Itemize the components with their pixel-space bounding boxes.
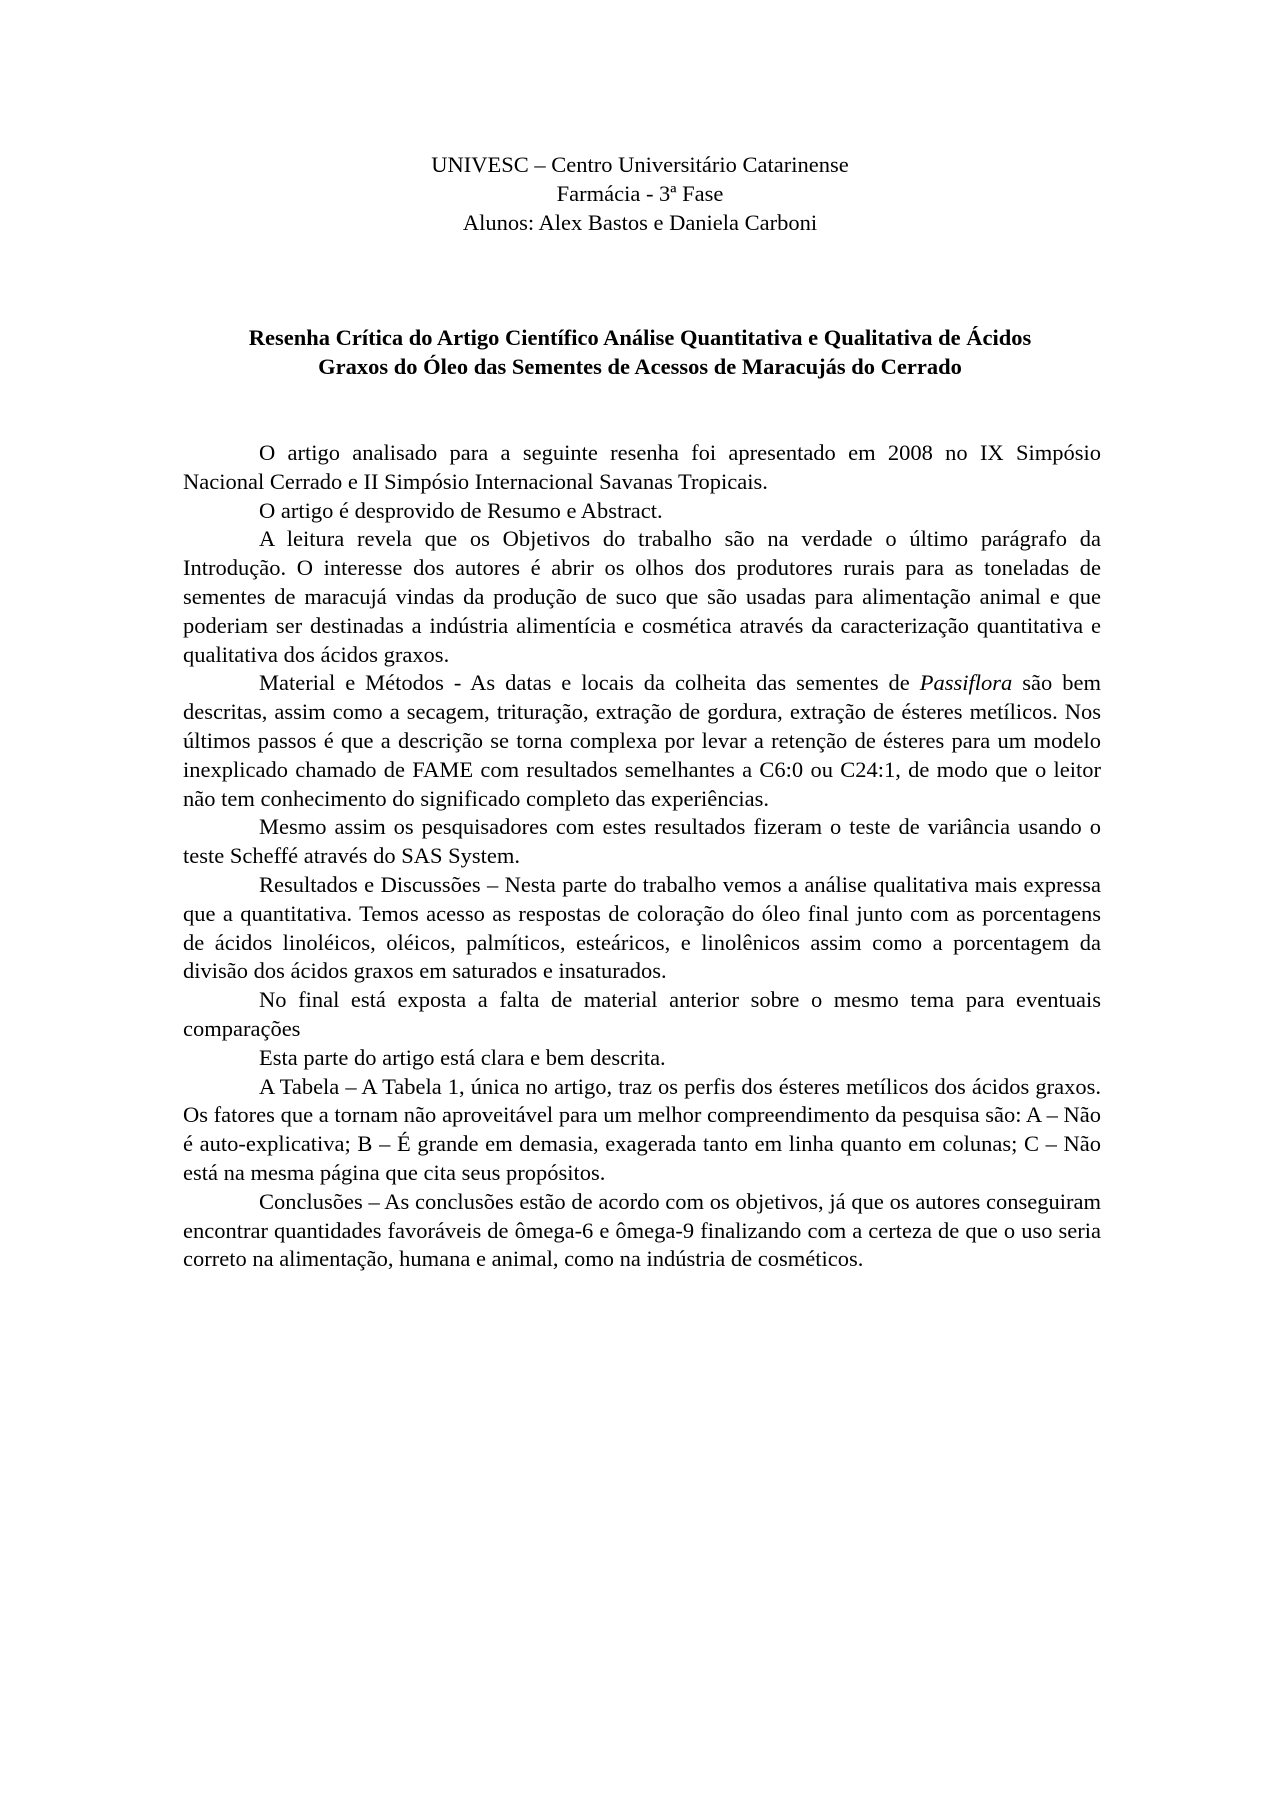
methods-genus-italic: Passiflora [919,670,1013,696]
document-title [150,323,1130,381]
students-line: Alunos: Alex Bastos e Daniela Carboni [462,210,818,235]
methods-text-start: Material e Métodos - As datas e locais da colheita das sementes de [259,670,920,696]
title-line-1: Resenha Crítica do Artigo Científico Análise Quantitativa e Qualitativa de Ácidos [248,325,1032,350]
methods-text-end: são bem descritas, assim como a secagem, trituração, extração de gordura, extração de ésteres metílicos. Nos últimos passos é que a descrição se torna complexa por levar a retenção de ésteres para um modelo inexplicado chamado de FAME com resultados semelhantes a C6:0 ou C24:1, de modo que o leitor não tem conhecimento do significado completo das experiências. [183,670,1101,811]
paragraph-comparisons: No final está exposta a falta de material anterior sobre o mesmo tema para eventuais comparações [183,987,1101,1041]
paragraph-results: Resultados e Discussões – Nesta parte do trabalho vemos a análise qualitativa mais expressa que a quantitativa. Temos acesso as respostas de coloração do óleo final junto com as porcentagens de ácidos linoléicos, oléicos, palmíticos, esteáricos, e linolênicos assim como a porcentagem da divisão dos ácidos graxos em saturados e insaturados. [183,871,1101,984]
paragraph-table: A Tabela – A Tabela 1, única no artigo, traz os perfis dos ésteres metílicos dos ácidos graxos. Os fatores que a tornam não aproveitável para um melhor compreendimento da pesquisa são: A – Não é auto-explicativa; B – É grande em demasia, exagerada tanto em linha quanto em colunas; C – Não está na mesma página que cita seus propósitos. [183,1073,1101,1185]
paragraph-variance-test: Mesmo assim os pesquisadores com estes resultados fizeram o teste de variância usando o teste Scheffé através do SAS System. [183,814,1101,869]
paragraph-objectives: A leitura revela que os Objetivos do trabalho são na verdade o último parágrafo da Introdução. O interesse dos autores é abrir os olhos dos produtores rurais para as toneladas de sementes de maracujá vindas da produção de suco que são usadas para alimentação animal e que poderiam ser destinadas a indústria alimentícia e cosmética através da caracterização quantitativa e qualitativa dos ácidos graxos. [183,526,1101,667]
paragraph-introduction: O artigo analisado para a seguinte resenha foi apresentado em 2008 no IX Simpósio Nacional Cerrado e II Simpósio Internacional Savanas Tropicais. [183,440,1101,494]
paragraph-abstract-note: O artigo é desprovido de Resumo e Abstract. [259,497,663,523]
document-header [0,150,1280,237]
title-line-2: Graxos do Óleo das Sementes de Acessos de Maracujás do Cerrado [318,354,962,379]
institution-line: UNIVESC – Centro Universitário Catarinense [431,152,849,177]
paragraph-methods [183,669,1101,813]
paragraph-clarity: Esta parte do artigo está clara e bem descrita. [259,1044,666,1070]
course-line: Farmácia - 3ª Fase [556,181,724,206]
document-body [183,439,1101,1274]
paragraph-conclusions: Conclusões – As conclusões estão de acordo com os objetivos, já que os autores conseguiram encontrar quantidades favoráveis de ômega-6 e ômega-9 finalizando com a certeza de que o uso seria correto na alimentação, humana e animal, como na indústria de cosméticos. [183,1188,1101,1272]
